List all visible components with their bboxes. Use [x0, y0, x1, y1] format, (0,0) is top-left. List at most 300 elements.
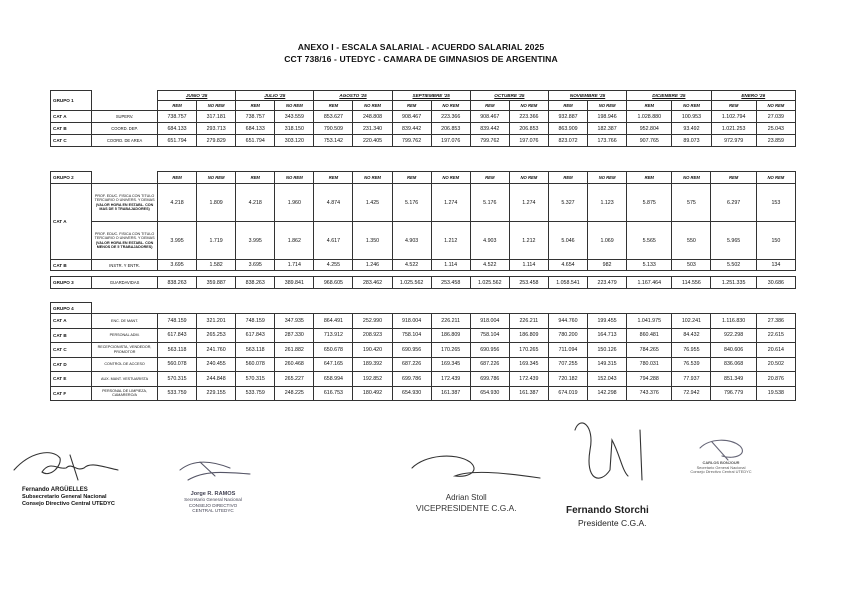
salary-value: 1.582	[197, 260, 236, 271]
rem-header-row	[51, 101, 796, 111]
salary-value: 908.467	[470, 111, 509, 123]
salary-value: 25.043	[756, 123, 795, 135]
salary-value: 77.937	[672, 372, 711, 387]
salary-value: 972.979	[711, 135, 756, 147]
salary-value: 617.843	[236, 328, 275, 343]
rem-header: REM	[314, 101, 353, 111]
salary-value: 563.118	[157, 343, 196, 358]
salary-value: 651.794	[158, 135, 197, 147]
salary-value: 560.078	[157, 357, 196, 372]
rem-header: REM	[548, 101, 587, 111]
salary-value: 5.176	[392, 184, 431, 222]
salary-value: 189.392	[353, 357, 392, 372]
month-header: OCTUBRE '25	[470, 91, 548, 101]
rem-header: REM	[392, 101, 431, 111]
month-header: JULIO '25	[236, 91, 314, 101]
salary-value: 153	[756, 184, 795, 222]
rem-header: REM	[627, 101, 672, 111]
salary-value: 684.133	[236, 123, 275, 135]
salary-value: 647.165	[314, 357, 353, 372]
table-row	[51, 222, 796, 260]
salary-value: 780.200	[548, 328, 587, 343]
salary-value: 30.686	[756, 277, 795, 289]
table-row	[51, 184, 796, 222]
salary-value: 1.114	[431, 260, 470, 271]
salary-value: 192.852	[353, 372, 392, 387]
salary-value: 359.887	[197, 277, 236, 289]
salary-value: 72.942	[672, 386, 711, 401]
salary-value: 5.176	[470, 184, 509, 222]
salary-value: 231.340	[353, 123, 392, 135]
salary-value: 952.804	[627, 123, 672, 135]
salary-value: 707.255	[548, 357, 587, 372]
salary-value: 674.019	[548, 386, 587, 401]
salary-value: 563.118	[236, 343, 275, 358]
salary-value: 223.479	[588, 277, 627, 289]
salary-value: 318.150	[275, 123, 314, 135]
salary-value: 1.274	[431, 184, 470, 222]
salary-value: 169.345	[509, 357, 548, 372]
table-row	[51, 343, 796, 358]
table-row	[51, 328, 796, 343]
salary-value: 186.809	[509, 328, 548, 343]
salary-value: 533.759	[236, 386, 275, 401]
signature-scribble-3	[412, 456, 540, 478]
salary-value: 89.073	[672, 135, 711, 147]
salary-value: 240.455	[197, 357, 236, 372]
category-description: COORD. DE AREA	[92, 135, 158, 147]
salary-value: 76.955	[672, 343, 711, 358]
salary-value: 261.882	[275, 343, 314, 358]
grupo2-table	[50, 171, 796, 271]
salary-value: 784.265	[627, 343, 672, 358]
salary-value: 1.167.464	[627, 277, 672, 289]
salary-value: 172.439	[509, 372, 548, 387]
rem-header: REM	[711, 172, 756, 184]
salary-value: 142.298	[588, 386, 627, 401]
salary-value: 4.255	[314, 260, 353, 271]
salary-value: 1.028.880	[627, 111, 672, 123]
salary-value: 836.068	[711, 357, 756, 372]
salary-value: 4.903	[392, 222, 431, 260]
salary-value: 713.912	[314, 328, 353, 343]
norem-header: NO REM	[197, 101, 236, 111]
salary-value: 1.425	[353, 184, 392, 222]
salary-value: 1.862	[275, 222, 314, 260]
salary-value: 932.887	[548, 111, 587, 123]
salary-value: 265.253	[197, 328, 236, 343]
salary-value: 3.695	[158, 260, 197, 271]
salary-value: 654.930	[392, 386, 431, 401]
norem-header: NO REM	[672, 172, 711, 184]
grupo4-header-row	[51, 303, 796, 314]
category-description: ENC. DE MANT.	[92, 314, 158, 329]
signature-scribble-1	[14, 453, 118, 480]
rem-header: REM	[470, 101, 509, 111]
salary-value: 4.218	[158, 184, 197, 222]
signature-block: Adrian Stoll VICEPRESIDENTE C.G.A.	[416, 493, 517, 513]
salary-value: 102.241	[672, 314, 711, 329]
salary-value: 180.492	[353, 386, 392, 401]
salary-value: 690.956	[392, 343, 431, 358]
salary-value: 840.606	[711, 343, 756, 358]
salary-value: 3.995	[158, 222, 197, 260]
salary-value: 6.297	[711, 184, 756, 222]
salary-value: 851.349	[711, 372, 756, 387]
salary-value: 173.766	[588, 135, 627, 147]
grupo2-header-row	[51, 172, 796, 184]
salary-value: 190.420	[353, 343, 392, 358]
salary-value: 206.853	[431, 123, 470, 135]
grupo4-table	[50, 302, 796, 401]
table-row	[51, 277, 796, 289]
salary-value: 1.041.975	[627, 314, 672, 329]
salary-value: 220.405	[353, 135, 392, 147]
salary-value: 244.848	[197, 372, 236, 387]
salary-value: 20.502	[756, 357, 795, 372]
salary-value: 799.762	[470, 135, 509, 147]
salary-value: 650.678	[314, 343, 353, 358]
norem-header: NO REM	[509, 101, 548, 111]
norem-header: NO REM	[275, 101, 314, 111]
table-row	[51, 123, 796, 135]
salary-value: 699.786	[392, 372, 431, 387]
salary-value: 287.330	[275, 328, 314, 343]
salary-value: 794.288	[627, 372, 672, 387]
salary-value: 223.366	[509, 111, 548, 123]
salary-value: 1.246	[353, 260, 392, 271]
salary-value: 838.263	[158, 277, 197, 289]
table-row	[51, 372, 796, 387]
category-label: CAT C	[51, 135, 92, 147]
salary-value: 720.182	[548, 372, 587, 387]
grupo3-table	[50, 276, 796, 289]
salary-value: 503	[672, 260, 711, 271]
salary-value: 208.923	[353, 328, 392, 343]
rem-header: REM	[236, 172, 275, 184]
group-label: GRUPO 4	[51, 303, 92, 314]
salary-value: 5.875	[627, 184, 672, 222]
salary-value: 908.467	[392, 111, 431, 123]
salary-value: 743.376	[627, 386, 672, 401]
salary-value: 1.212	[509, 222, 548, 260]
salary-value: 229.155	[197, 386, 236, 401]
signature-scribble-2	[180, 462, 250, 480]
salary-value: 5.133	[627, 260, 672, 271]
salary-value: 303.120	[275, 135, 314, 147]
salary-value: 226.211	[509, 314, 548, 329]
salary-value: 5.965	[711, 222, 756, 260]
category-label: CAT E	[51, 372, 92, 387]
salary-value: 711.094	[548, 343, 587, 358]
salary-value: 317.181	[197, 111, 236, 123]
salary-value: 134	[756, 260, 795, 271]
salary-value: 5.046	[548, 222, 587, 260]
salary-value: 918.004	[392, 314, 431, 329]
salary-value: 968.605	[314, 277, 353, 289]
salary-value: 907.765	[627, 135, 672, 147]
category-description: RECEPCIONISTA, VENDEDOR, PROMOTOR	[92, 343, 158, 358]
signature-block: Jorge R. RAMOS Secretario General Nacional CONSEJO DIRECTIVO CENTRAL UTEDYC	[184, 491, 242, 514]
salary-value: 687.226	[470, 357, 509, 372]
salary-value: 321.201	[197, 314, 236, 329]
salary-value: 164.713	[588, 328, 627, 343]
group-label: GRUPO 1	[51, 91, 92, 111]
salary-value: 687.226	[392, 357, 431, 372]
month-header-row	[51, 91, 796, 101]
salary-value: 1.058.541	[548, 277, 587, 289]
salary-value: 197.076	[509, 135, 548, 147]
salary-value: 186.809	[431, 328, 470, 343]
salary-value: 226.211	[431, 314, 470, 329]
norem-header: NO REM	[588, 101, 627, 111]
category-description: COORD. DEP.	[92, 123, 158, 135]
salary-value: 748.159	[236, 314, 275, 329]
category-label: CAT A	[51, 111, 92, 123]
salary-value: 823.072	[548, 135, 587, 147]
salary-value: 839.442	[392, 123, 431, 135]
salary-value: 758.104	[392, 328, 431, 343]
category-label: CAT B	[51, 260, 92, 271]
salary-value: 1.021.253	[711, 123, 756, 135]
salary-value: 753.142	[314, 135, 353, 147]
category-description: AUX. MANT. VESTUARISTA	[92, 372, 158, 387]
category-description: PERSONAL ADM.	[92, 328, 158, 343]
group-label: GRUPO 2	[51, 172, 92, 184]
salary-value: 780.031	[627, 357, 672, 372]
salary-value: 790.509	[314, 123, 353, 135]
salary-value: 4.903	[470, 222, 509, 260]
salary-value: 4.522	[392, 260, 431, 271]
salary-value: 4.617	[314, 222, 353, 260]
category-description: PROF. EDUC. FISICA CON TITULO TERCIARIO O UNIVERS. Y DEMAS (VALOR HORA EN ESTABL. CON MAS DE 5 TRABAJADORES)	[92, 184, 158, 222]
salary-value: 738.757	[236, 111, 275, 123]
norem-header: NO REM	[197, 172, 236, 184]
salary-value: 150.126	[588, 343, 627, 358]
month-header: DICIEMBRE '25	[627, 91, 711, 101]
norem-header: NO REM	[431, 172, 470, 184]
salary-value: 699.786	[470, 372, 509, 387]
salary-value: 690.956	[470, 343, 509, 358]
month-header: SEPTIEMBRE '25	[392, 91, 470, 101]
salary-value: 252.990	[353, 314, 392, 329]
category-label: CAT A	[51, 314, 92, 329]
salary-value: 241.760	[197, 343, 236, 358]
rem-header: REM	[158, 101, 197, 111]
table-row	[51, 260, 796, 271]
salary-value: 343.559	[275, 111, 314, 123]
salary-value: 863.909	[548, 123, 587, 135]
rem-header: REM	[314, 172, 353, 184]
rem-header: REM	[711, 101, 756, 111]
salary-value: 223.366	[431, 111, 470, 123]
salary-value: 1.960	[275, 184, 314, 222]
salary-value: 22.615	[756, 328, 795, 343]
salary-value: 150	[756, 222, 795, 260]
salary-value: 560.078	[236, 357, 275, 372]
salary-value: 206.853	[509, 123, 548, 135]
category-description: GUARDAVIDAS	[92, 277, 158, 289]
norem-header: NO REM	[756, 101, 795, 111]
month-header: AGOSTO '25	[314, 91, 392, 101]
table-row	[51, 111, 796, 123]
category-label: CAT B	[51, 123, 92, 135]
salary-value: 864.491	[314, 314, 353, 329]
salary-value: 1.714	[275, 260, 314, 271]
salary-value: 758.104	[470, 328, 509, 343]
salary-value: 161.387	[509, 386, 548, 401]
salary-value: 1.719	[197, 222, 236, 260]
category-label: CAT F	[51, 386, 92, 401]
salary-value: 265.227	[275, 372, 314, 387]
salary-value: 748.159	[157, 314, 196, 329]
salary-value: 799.762	[392, 135, 431, 147]
salary-value: 1.251.335	[711, 277, 756, 289]
norem-header: NO REM	[509, 172, 548, 184]
table-row	[51, 386, 796, 401]
salary-value: 838.263	[236, 277, 275, 289]
category-description: CONTROL DE ACCESO	[92, 357, 158, 372]
salary-value: 684.133	[158, 123, 197, 135]
salary-value: 570.315	[157, 372, 196, 387]
salary-value: 853.627	[314, 111, 353, 123]
salary-value: 5.327	[548, 184, 587, 222]
salary-value: 114.556	[672, 277, 711, 289]
category-description: PROF. EDUC. FISICA CON TITULO TERCIARIO O UNIVERS. Y DEMAS (VALOR HORA EN ESTABL. CON MENOS DE 5 TRABAJADORES)	[92, 222, 158, 260]
salary-value: 1.116.830	[711, 314, 756, 329]
salary-value: 253.458	[509, 277, 548, 289]
salary-value: 152.043	[588, 372, 627, 387]
category-description: SUPERV.	[92, 111, 158, 123]
table-row	[51, 135, 796, 147]
category-label: CAT C	[51, 343, 92, 358]
signature-block: CARLOS BONJOUR Secretario General Nacional Consejo Directivo Central UTEDYC	[690, 460, 752, 475]
salary-value: 918.004	[470, 314, 509, 329]
month-header: NOVIEMBRE '25	[548, 91, 626, 101]
salary-value: 617.843	[157, 328, 196, 343]
salary-value: 1.069	[588, 222, 627, 260]
norem-header: NO REM	[588, 172, 627, 184]
category-label: CAT A	[51, 184, 92, 260]
salary-value: 1.274	[509, 184, 548, 222]
salary-value: 1.809	[197, 184, 236, 222]
signature-scribble-4	[575, 423, 642, 480]
salary-value: 651.794	[236, 135, 275, 147]
salary-value: 149.315	[588, 357, 627, 372]
salary-value: 616.753	[314, 386, 353, 401]
salary-value: 550	[672, 222, 711, 260]
signature-block: Fernando Storchi Presidente C.G.A.	[566, 505, 649, 528]
salary-value: 533.759	[157, 386, 196, 401]
salary-value: 654.930	[470, 386, 509, 401]
salary-value: 347.935	[275, 314, 314, 329]
salary-value: 27.386	[756, 314, 795, 329]
salary-value: 4.654	[548, 260, 587, 271]
rem-header: REM	[470, 172, 509, 184]
salary-value: 1.212	[431, 222, 470, 260]
norem-header: NO REM	[353, 101, 392, 111]
salary-value: 1.114	[509, 260, 548, 271]
table-row	[51, 357, 796, 372]
salary-value: 293.713	[197, 123, 236, 135]
salary-value: 279.829	[197, 135, 236, 147]
rem-header: REM	[627, 172, 672, 184]
salary-value: 5.565	[627, 222, 672, 260]
salary-value: 84.432	[672, 328, 711, 343]
salary-value: 20.876	[756, 372, 795, 387]
salary-value: 575	[672, 184, 711, 222]
salary-value: 197.076	[431, 135, 470, 147]
salary-value: 170.265	[509, 343, 548, 358]
salary-value: 796.779	[711, 386, 756, 401]
salary-value: 982	[588, 260, 627, 271]
month-header: ENERO '26	[711, 91, 795, 101]
salary-value: 23.859	[756, 135, 795, 147]
norem-header: NO REM	[431, 101, 470, 111]
salary-value: 1.025.562	[470, 277, 509, 289]
category-label: CAT D	[51, 357, 92, 372]
salary-value: 19.538	[756, 386, 795, 401]
salary-value: 4.522	[470, 260, 509, 271]
salary-value: 27.039	[756, 111, 795, 123]
rem-header: REM	[392, 172, 431, 184]
salary-value: 283.462	[353, 277, 392, 289]
salary-value: 4.218	[236, 184, 275, 222]
signature-scribble-5	[700, 440, 742, 460]
salary-value: 260.468	[275, 357, 314, 372]
salary-value: 76.539	[672, 357, 711, 372]
salary-value: 570.315	[236, 372, 275, 387]
salary-value: 944.760	[548, 314, 587, 329]
salary-value: 161.387	[431, 386, 470, 401]
salary-value: 922.298	[711, 328, 756, 343]
salary-value: 100.953	[672, 111, 711, 123]
salary-value: 199.455	[588, 314, 627, 329]
category-description: PERSONAL DE LIMPIEZA, CAMARERO/A	[92, 386, 158, 401]
group-label: GRUPO 3	[51, 277, 92, 289]
salary-value: 5.502	[711, 260, 756, 271]
rem-header: REM	[548, 172, 587, 184]
salary-value: 738.757	[158, 111, 197, 123]
salary-value: 172.439	[431, 372, 470, 387]
norem-header: NO REM	[275, 172, 314, 184]
salary-value: 253.458	[431, 277, 470, 289]
salary-value: 182.387	[588, 123, 627, 135]
table-row	[51, 314, 796, 329]
rem-header: REM	[236, 101, 275, 111]
norem-header: NO REM	[353, 172, 392, 184]
salary-value: 248.225	[275, 386, 314, 401]
norem-header: NO REM	[672, 101, 711, 111]
rem-header: REM	[158, 172, 197, 184]
norem-header: NO REM	[756, 172, 795, 184]
salary-value: 3.995	[236, 222, 275, 260]
salary-value: 839.442	[470, 123, 509, 135]
category-label: CAT B	[51, 328, 92, 343]
salary-value: 389.841	[275, 277, 314, 289]
category-description: INSTR. Y ENTR.	[92, 260, 158, 271]
salary-value: 170.265	[431, 343, 470, 358]
salary-value: 860.481	[627, 328, 672, 343]
salary-value: 169.345	[431, 357, 470, 372]
document-title: ANEXO I - ESCALA SALARIAL - ACUERDO SALARIAL 2025	[297, 42, 545, 52]
salary-value: 93.492	[672, 123, 711, 135]
salary-value: 658.994	[314, 372, 353, 387]
salary-value: 198.946	[588, 111, 627, 123]
signature-block: Fernando ARGÜELLES Subsecretario General Nacional Consejo Directivo Central UTEDYC	[22, 487, 115, 507]
salary-value: 4.874	[314, 184, 353, 222]
grupo1-table	[50, 90, 796, 147]
